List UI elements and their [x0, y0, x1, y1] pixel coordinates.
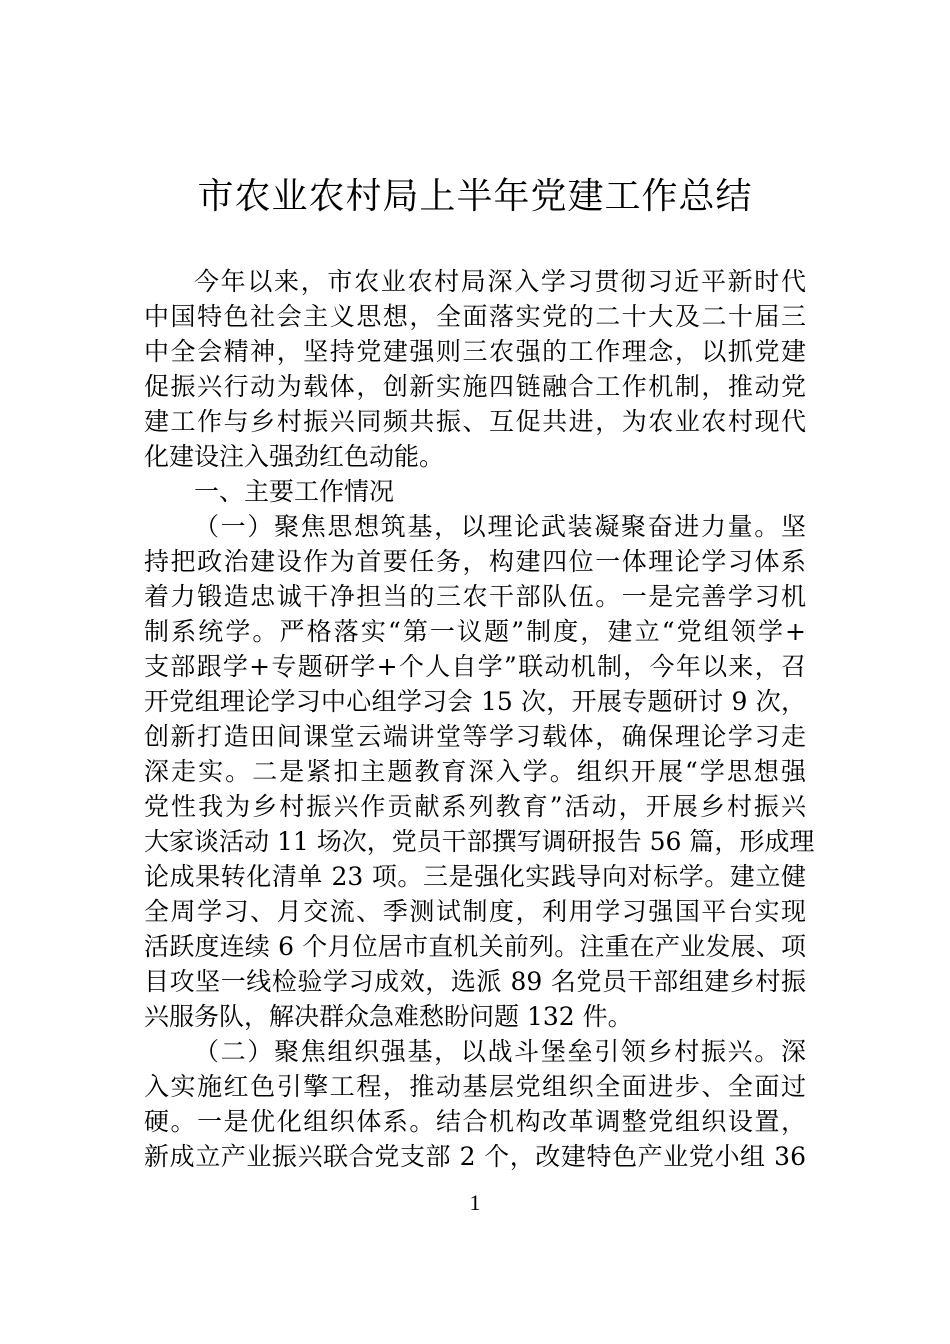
document-title: 市农业农村局上半年党建工作总结 — [197, 176, 753, 217]
body-line: 创新打造田间课堂云端讲堂等学习载体，确保理论学习走 — [144, 722, 806, 751]
body-line: 目攻坚一线检验学习成效，选派 89 名党员干部组建乡村振 — [144, 967, 806, 996]
body-line: 支部跟学+专题研学+个人自学”联动机制，今年以来，召 — [144, 652, 806, 681]
subsection-heading-line: （一）聚焦思想筑基，以理论武装凝聚奋进力量。坚 — [194, 512, 806, 541]
body-line: 深走实。二是紧扣主题教育深入学。组织开展“学思想强 — [144, 757, 806, 786]
body-line: 兴服务队，解决群众急难愁盼问题 132 件。 — [144, 1002, 633, 1031]
body-line: 硬。一是优化组织体系。结合机构改革调整党组织设置， — [144, 1107, 806, 1136]
body-line: 着力锻造忠诚干净担当的三农干部队伍。一是完善学习机 — [144, 582, 806, 611]
body-line: 入实施红色引擎工程，推动基层党组织全面进步、全面过 — [144, 1072, 806, 1101]
subsection-heading-line: （二）聚焦组织强基，以战斗堡垒引领乡村振兴。深 — [194, 1037, 806, 1066]
body-line: 建工作与乡村振兴同频共振、互促共进，为农业农村现代 — [144, 407, 806, 436]
body-line: 全周学习、月交流、季测试制度，利用学习强国平台实现 — [144, 897, 806, 926]
body-line: 新成立产业振兴联合党支部 2 个，改建特色产业党小组 36 — [144, 1142, 806, 1171]
body-line: 中国特色社会主义思想，全面落实党的二十大及二十届三 — [144, 302, 806, 331]
body-line: 制系统学。严格落实“第一议题”制度，建立“党组领学+ — [144, 617, 806, 646]
body-line: 持把政治建设作为首要任务，构建四位一体理论学习体系 — [144, 547, 806, 576]
section-heading: 一、主要工作情况 — [194, 477, 395, 506]
body-line: 活跃度连续 6 个月位居市直机关前列。注重在产业发展、项 — [144, 932, 806, 961]
body-line: 促振兴行动为载体，创新实施四链融合工作机制，推动党 — [144, 372, 806, 401]
body-line: 大家谈活动 11 场次，党员干部撰写调研报告 56 篇，形成理 — [144, 827, 815, 856]
page-number: 1 — [469, 1190, 481, 1215]
body-line: 党性我为乡村振兴作贡献系列教育”活动，开展乡村振兴 — [144, 792, 806, 821]
body-line: 论成果转化清单 23 项。三是强化实践导向对标学。建立健 — [144, 862, 806, 891]
body-line: 今年以来，市农业农村局深入学习贯彻习近平新时代 — [194, 267, 806, 296]
body-line: 开党组理论学习中心组学习会 15 次，开展专题研讨 9 次， — [144, 687, 806, 716]
body-line: 化建设注入强劲红色动能。 — [144, 442, 445, 471]
body-line: 中全会精神，坚持党建强则三农强的工作理念，以抓党建 — [144, 337, 806, 366]
